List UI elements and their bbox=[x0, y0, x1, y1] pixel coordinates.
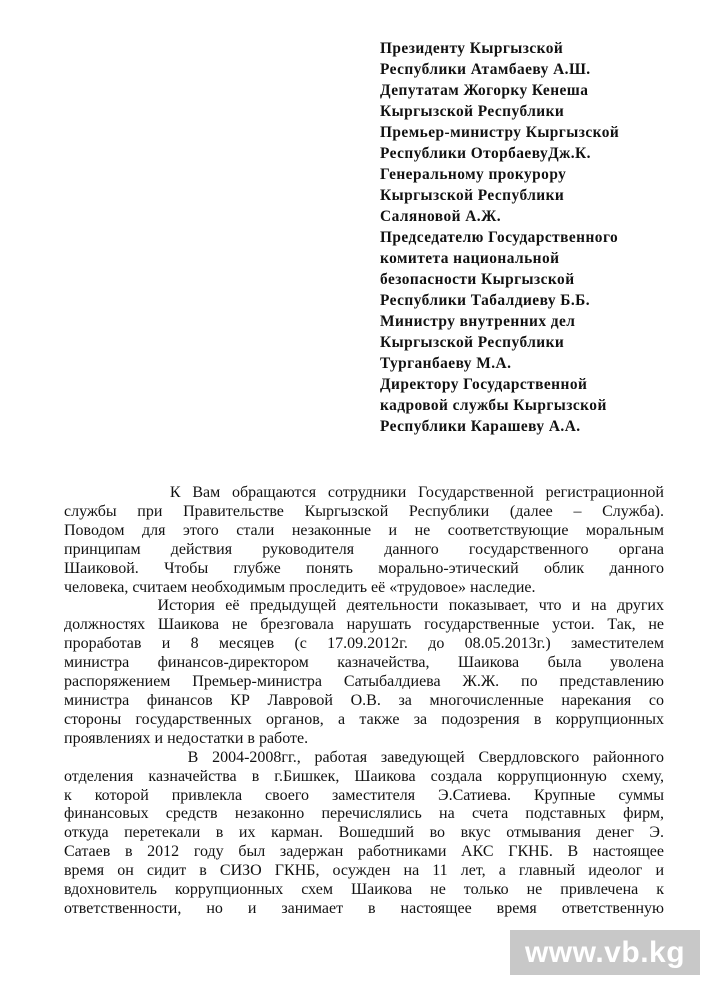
paragraph-line: время он сидит в СИЗО ГКНБ, осужден на 11 лет, а главный идеолог и bbox=[64, 862, 664, 880]
paragraph bbox=[64, 749, 664, 919]
paragraph-line: принципам действия руководителя данного государственного органа bbox=[64, 540, 664, 558]
site-watermark: www.vb.kg bbox=[510, 930, 700, 975]
addressee-line: безопасности Кыргызской bbox=[380, 271, 575, 288]
addressee-line: Республики Табалдиеву Б.Б. bbox=[380, 292, 591, 309]
addressee-line: Министру внутренних дел bbox=[380, 313, 576, 330]
addressee-line: Генеральному прокурору bbox=[380, 166, 567, 183]
paragraph-line: ответственности, но и занимает в настоящее время ответственную bbox=[64, 899, 664, 917]
addressee-line: Саляновой А.Ж. bbox=[380, 208, 502, 225]
paragraph-line: проявлениях и недостатки в работе. bbox=[64, 729, 309, 747]
addressee-line: Директору Государственной bbox=[380, 376, 588, 393]
paragraph-line: Шаиковой. Чтобы глубже понять морально-этический облик данного bbox=[64, 559, 664, 577]
addressee-line: кадровой службы Кыргызской bbox=[380, 397, 607, 414]
paragraph-line: человека, считаем необходимым проследить её «трудовое» наследие. bbox=[64, 578, 536, 596]
paragraph-line: К Вам обращаются сотрудники Государственной регистрационной bbox=[64, 484, 664, 501]
addressee-line: Премьер-министру Кыргызской bbox=[380, 124, 620, 141]
addressee-line: Республики Атамбаеву А.Ш. bbox=[380, 61, 591, 78]
paragraph-line: должностях Шаикова не брезговала нарушать государственные устои. Так, не bbox=[64, 616, 664, 634]
paragraph-line: проработав и 8 месяцев (с 17.09.2012г. до 08.05.2013г.) заместителем bbox=[64, 635, 664, 653]
paragraph-line: службы при Правительстве Кыргызской Республики (далее – Служба). bbox=[64, 502, 664, 520]
addressee-line: Турганбаеву М.А. bbox=[380, 355, 512, 372]
paragraph-line: вдохновитель коррупционных схем Шаикова не только не привлечена к bbox=[64, 881, 664, 899]
paragraph-line: Поводом для этого стали незаконные и не соответствующие моральным bbox=[64, 521, 664, 539]
paragraph-line: министра финансов-директором казначейства, Шаикова была уволена bbox=[64, 654, 664, 672]
paragraph bbox=[64, 597, 664, 748]
addressee-line: Кыргызской Республики bbox=[380, 334, 565, 351]
paragraph bbox=[64, 484, 664, 597]
paragraph-line: министра финансов КР Лавровой О.В. за многочисленные нарекания со bbox=[64, 691, 664, 709]
paragraph-line: Сатаев в 2012 году был задержан работниками АКС ГКНБ. В настоящее bbox=[64, 843, 664, 861]
paragraph-line: стороны государственных органов, а также за подозрения в коррупционных bbox=[64, 710, 664, 728]
paragraph-line: финансовых средств незаконно перечислялись на счета подставных фирм, bbox=[64, 805, 664, 823]
paragraph-line: отделения казначейства в г.Бишкек, Шаикова создала коррупционную схему, bbox=[64, 767, 664, 785]
paragraph-line: В 2004-2008гг., работая заведующей Свердловского районного bbox=[64, 748, 664, 766]
addressee-block bbox=[380, 38, 680, 437]
letter-body bbox=[64, 484, 664, 919]
addressee-line: Кыргызской Республики bbox=[380, 187, 565, 204]
addressee-line: комитета национальной bbox=[380, 250, 560, 267]
paragraph-line: История её предыдущей деятельности показывает, что и на других bbox=[64, 597, 664, 615]
addressee-line: Председателю Государственного bbox=[380, 229, 619, 246]
paragraph-line: распоряжением Премьер-министра Сатыбалдиева Ж.Ж. по представлению bbox=[64, 673, 664, 691]
addressee-line: Кыргызской Республики bbox=[380, 103, 565, 120]
addressee-line: Республики ОторбаевуДж.К. bbox=[380, 145, 591, 162]
addressee-line: Президенту Кыргызской bbox=[380, 40, 564, 57]
addressee-line: Республики Карашеву А.А. bbox=[380, 418, 581, 435]
addressee-line: Депутатам Жогорку Кенеша bbox=[380, 82, 589, 99]
paragraph-line: к которой привлекла своего заместителя Э.Сатиева. Крупные суммы bbox=[64, 786, 664, 804]
paragraph-line: откуда перетекали в их карман. Вошедший во вкус отмывания денег Э. bbox=[64, 824, 664, 842]
